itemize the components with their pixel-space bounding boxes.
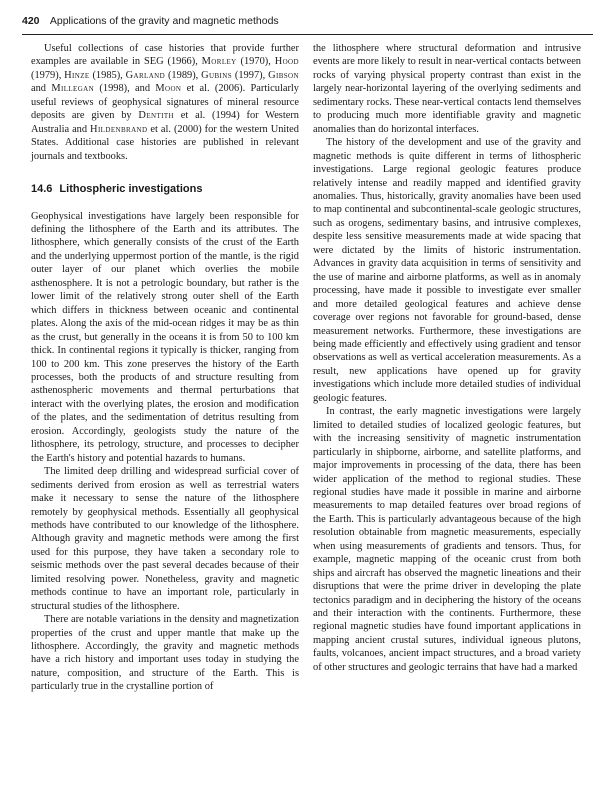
running-title: Applications of the gravity and magnetic methods (49, 15, 279, 27)
running-header (22, 15, 593, 31)
left-column (31, 42, 299, 694)
author-ref: Gubins (201, 69, 233, 81)
author-ref: Garland (125, 69, 166, 81)
section-title: Lithospheric investigations (59, 183, 203, 196)
section-heading (31, 183, 299, 196)
intro-paragraph: Useful collections of case histories that provide further examples are available in SEG (1966), Morley (1970), Hood (1979), Hinze (1985), Garland (1989), Gubins (1997), Gibson and Millegan (1998), and Moon et al. (2006). Particularly useful reviews of geophysical signatures of mineral resource deposits are given by Dentith et al. (1994) for Western Australia and Hildenbrand et al. (2000) for the western United States. Additional case histories are published in relevant journals and textbooks. (31, 43, 300, 162)
body-paragraph: In contrast, the early magnetic investigations were largely limited to detailed studies of localized geologic features, but with the increasing sensitivity of magnetic instrumentation particularly in shipborne, airborne, and satellite platforms, and major improvements in processing of the data, there has been wider application of the method to regional studies. These regional studies have made it possible in marine and airborne measurements to map detailed features over broad regions of the Earth. This is particularly advantageous because of the high resolution obtainable from magnetic measurements, especially when using measurements of gradients and tensors. Thus, for example, magnetic mapping of the oceanic crust from both ships and aircraft has observed the magnetic lineations and their disruptions that were the prime driver in developing the plate tectonics paradigm and in deciphering the history of the oceans and their interaction with the continents. Furthermore, these regional magnetic studies have found important applications in mapping ancient crustal sutures, individual igneous plutons, faults, volcanoes, ancient impact structures, and a broad variety of other structures and geologic terrains that have had a marked (313, 406, 581, 673)
author-ref: Gibson (268, 69, 299, 81)
body-paragraph: the lithosphere where structural deformation and intrusive events are more likely to result in near-vertical contacts between rocks of varying physical property contrast than exist in the largely near-horizontal layering of the overlying sediments and sedimentary rocks. These near-vertical contacts lend themselves to producing much more identifiable gravity and magnetic anomalies than do horizontal interfaces. (313, 43, 581, 135)
right-column (313, 42, 581, 674)
author-ref: Millegan (51, 83, 95, 95)
body-paragraph: The history of the development and use of the gravity and magnetic methods is quite different in terms of lithospheric investigations. Large regional geologic features produce relatively intense and readily mapped and identified gravity anomalies. Thus, historically, gravity anomalies have been used to map continental and subcontinental-scale geologic structures, such as orogens, sedimentary basins, and intrusive complexes, despite less sensitive measurements made at wide spacing that were dictated by the limits of historic instrumentation. Advances in gravity data acquisition in terms of sensitivity and the use of marine and airborne platforms, as well as in anomaly processing, have made it possible to investigate ever smaller and more detailed geological features and achieve dense coverage over regions not favorable for ground-based, dense measurement networks. Furthermore, these investigations are being made efficiently and effectively using gradient and tensor observations as well as vertical acceleration measurements. As a result, new applications have opened up for gravity investigations which include more detailed studies of individual geologic features. (313, 137, 581, 404)
body-paragraph: The limited deep drilling and widespread surficial cover of sediments derived from erosion as well as terrestrial waters make it necessary to sense the nature of the lithosphere remotely by geophysical methods. Essentially all geophysical methods have contributed to our knowledge of the lithosphere. Although gravity and magnetic methods were among the first used for this purpose, they have taken a secondary role to seismic methods over the past several decades because of their limited resolving power. Nonetheless, gravity and magnetic methods continue to have an important role, particularly in structural studies of the lithosphere. (31, 466, 299, 612)
page-number: 420 (22, 15, 40, 27)
body-paragraph: Geophysical investigations have largely been responsible for defining the lithosphere of the Earth and its attributes. The lithosphere, which generally consists of the crust of the Earth and the underlying uppermost portion of the mantle, is the rigid outer layer of our planet which overlies the mobile asthenosphere. It is not a petrologic boundary, but rather is the lower limit of the relatively strong outer shell of the Earth which differs in thickness between oceanic and continental plates. Along the axis of the mid-ocean ridges it may be as thin as the crust, but generally in the oceans it is from 50 to 100 km thick. In continental regions it typically is thicker, ranging from 100 to 200 km. This zone preserves the history of the Earth processes, both the products of and structure resulting from asthenospheric movements and thermal perturbations that interact with the overlying plates, the erosion and modification of the plates, and the sedimentation of detritus resulting from erosion. Accordingly, geologists study the nature of the lithosphere, its petrology, structure, and processes to decipher the Earth's history and potential hazards to humans. (31, 210, 299, 464)
author-ref: Hildenbrand (90, 123, 148, 135)
header-rule (22, 34, 593, 35)
author-ref: Hinze (64, 69, 90, 81)
author-ref: Dentith (138, 110, 174, 122)
author-ref: Moon (155, 83, 182, 95)
section-number: 14.6 (31, 183, 53, 196)
author-ref: Hood (274, 56, 299, 68)
body-paragraph: There are notable variations in the density and magnetization properties of the crust and upper mantle that make up the lithosphere. Accordingly, the gravity and magnetic methods have a rich history and important uses today in studying the nature, composition, and structure of the Earth. This is particularly true in the crystalline portion of (31, 614, 299, 693)
author-ref: Morley (201, 56, 237, 68)
